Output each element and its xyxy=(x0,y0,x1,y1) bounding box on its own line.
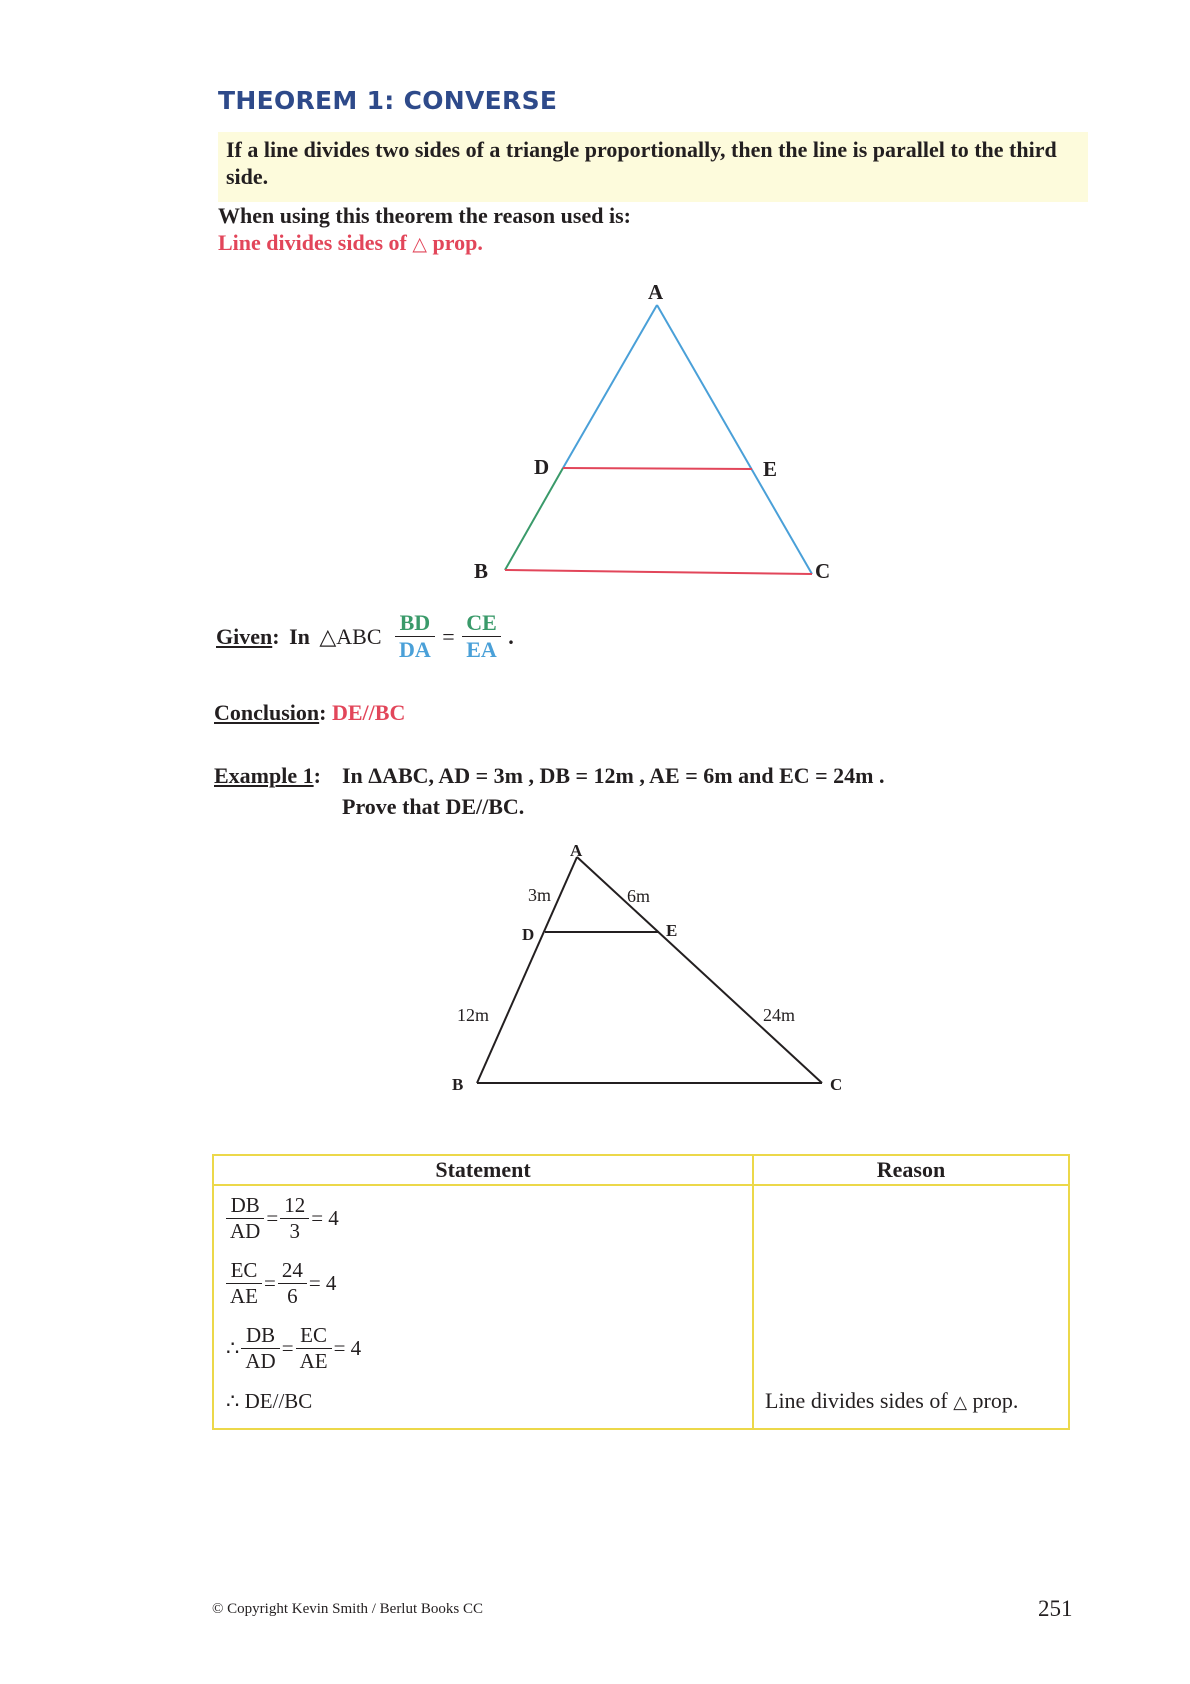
vertex-label-c: C xyxy=(830,1075,843,1094)
result: = 4 xyxy=(333,1336,362,1360)
equals-sign: = xyxy=(281,1336,294,1360)
final-reason xyxy=(765,1388,1018,1414)
example-line-1: In ΔABC, AD = 3m , DB = 12m , AE = 6m and EC = 24m . xyxy=(342,763,885,788)
conclusion-statement-text: ∴ DE//BC xyxy=(226,1388,313,1413)
vertex-label-c: C xyxy=(815,559,831,583)
equals-sign: = xyxy=(266,1206,279,1230)
fraction-numerator: BD xyxy=(395,610,435,637)
statement-header: Statement xyxy=(213,1155,753,1185)
result: = 4 xyxy=(308,1271,337,1295)
reason-text-suffix: prop. xyxy=(432,230,483,255)
equals-sign: = xyxy=(264,1271,276,1295)
side-ad xyxy=(563,305,657,468)
therefore-symbol: ∴ xyxy=(226,1336,240,1360)
fraction-denominator: AE xyxy=(299,1349,328,1373)
given-fraction-ce-ea xyxy=(462,610,501,663)
given-statement xyxy=(214,610,516,663)
side-ac xyxy=(657,305,812,574)
fraction-numerator: EC xyxy=(296,1323,332,1349)
statement-row-2 xyxy=(214,1251,752,1316)
fraction-denominator: AE xyxy=(230,1284,258,1308)
vertex-label-a: A xyxy=(570,841,583,860)
vertex-label-b: B xyxy=(452,1075,464,1094)
copyright-notice: © Copyright Kevin Smith / Berlut Books CC xyxy=(212,1601,483,1617)
given-period: . xyxy=(508,623,514,649)
side-db xyxy=(505,468,563,570)
conclusion-label: Conclusion xyxy=(214,700,320,725)
fraction-numerator: EC xyxy=(226,1258,262,1284)
vertex-label-d: D xyxy=(534,455,550,479)
fraction-denominator: 6 xyxy=(287,1284,298,1308)
conclusion-colon: : xyxy=(319,700,327,725)
side-ab xyxy=(477,857,577,1083)
proof-table xyxy=(212,1154,1070,1430)
base-bc xyxy=(505,570,812,574)
conclusion-value: DE//BC xyxy=(331,700,406,725)
theorem-heading: THEOREM 1: CONVERSE xyxy=(218,86,558,115)
statement-cell xyxy=(213,1185,753,1429)
length-label-db: 12m xyxy=(457,1005,490,1025)
reason-header: Reason xyxy=(753,1155,1069,1185)
fraction-denominator: 3 xyxy=(289,1219,300,1243)
theorem-statement: If a line divides two sides of a triangle proportionally, then the line is parallel to the third side. xyxy=(226,137,1057,189)
vertex-label-a: A xyxy=(648,280,664,304)
statement-row-4 xyxy=(214,1381,752,1421)
fraction-denominator: DA xyxy=(399,637,431,662)
segment-de xyxy=(563,468,752,469)
fraction-denominator: EA xyxy=(466,637,497,662)
triangle-diagram-1 xyxy=(505,305,812,574)
vertex-label-e: E xyxy=(763,457,778,481)
reason-text-main: Line divides sides of xyxy=(218,230,407,255)
final-reason-text: Line divides sides of xyxy=(765,1388,948,1413)
length-label-ad: 3m xyxy=(528,885,552,905)
example-label: Example 1 xyxy=(214,763,314,788)
statement-row-1 xyxy=(214,1186,752,1251)
example-line-2: Prove that DE//BC. xyxy=(342,794,525,819)
reason-cell xyxy=(753,1185,1069,1429)
length-label-ae: 6m xyxy=(627,886,651,906)
given-text: In xyxy=(289,623,310,649)
result: = 4 xyxy=(311,1206,339,1230)
given-triangle: △ABC xyxy=(319,623,382,649)
conclusion-statement xyxy=(214,700,405,726)
fraction-denominator: AD xyxy=(230,1219,261,1243)
fraction-numerator: CE xyxy=(462,610,501,637)
triangle-icon: △ xyxy=(953,1392,968,1413)
vertex-label-b: B xyxy=(474,559,489,583)
fraction-numerator: 12 xyxy=(280,1193,309,1219)
triangle-icon: △ xyxy=(412,233,427,255)
vertex-label-e: E xyxy=(666,921,678,940)
statement-row-3 xyxy=(214,1316,752,1381)
reason-intro: When using this theorem the reason used is: xyxy=(218,203,631,228)
length-label-ec: 24m xyxy=(763,1005,796,1025)
fraction-numerator: 24 xyxy=(278,1258,307,1284)
equals-sign: = xyxy=(442,623,455,649)
fraction-numerator: DB xyxy=(241,1323,279,1349)
fraction-numerator: DB xyxy=(226,1193,264,1219)
final-reason-suffix: prop. xyxy=(972,1388,1019,1413)
vertex-label-d: D xyxy=(522,925,535,944)
page-number: 251 xyxy=(1038,1596,1073,1621)
example-colon: : xyxy=(313,763,321,788)
side-ac xyxy=(577,857,822,1083)
given-colon: : xyxy=(272,623,280,649)
given-fraction-bd-da xyxy=(395,610,435,663)
given-label: Given xyxy=(216,623,273,649)
fraction-denominator: AD xyxy=(245,1349,276,1373)
